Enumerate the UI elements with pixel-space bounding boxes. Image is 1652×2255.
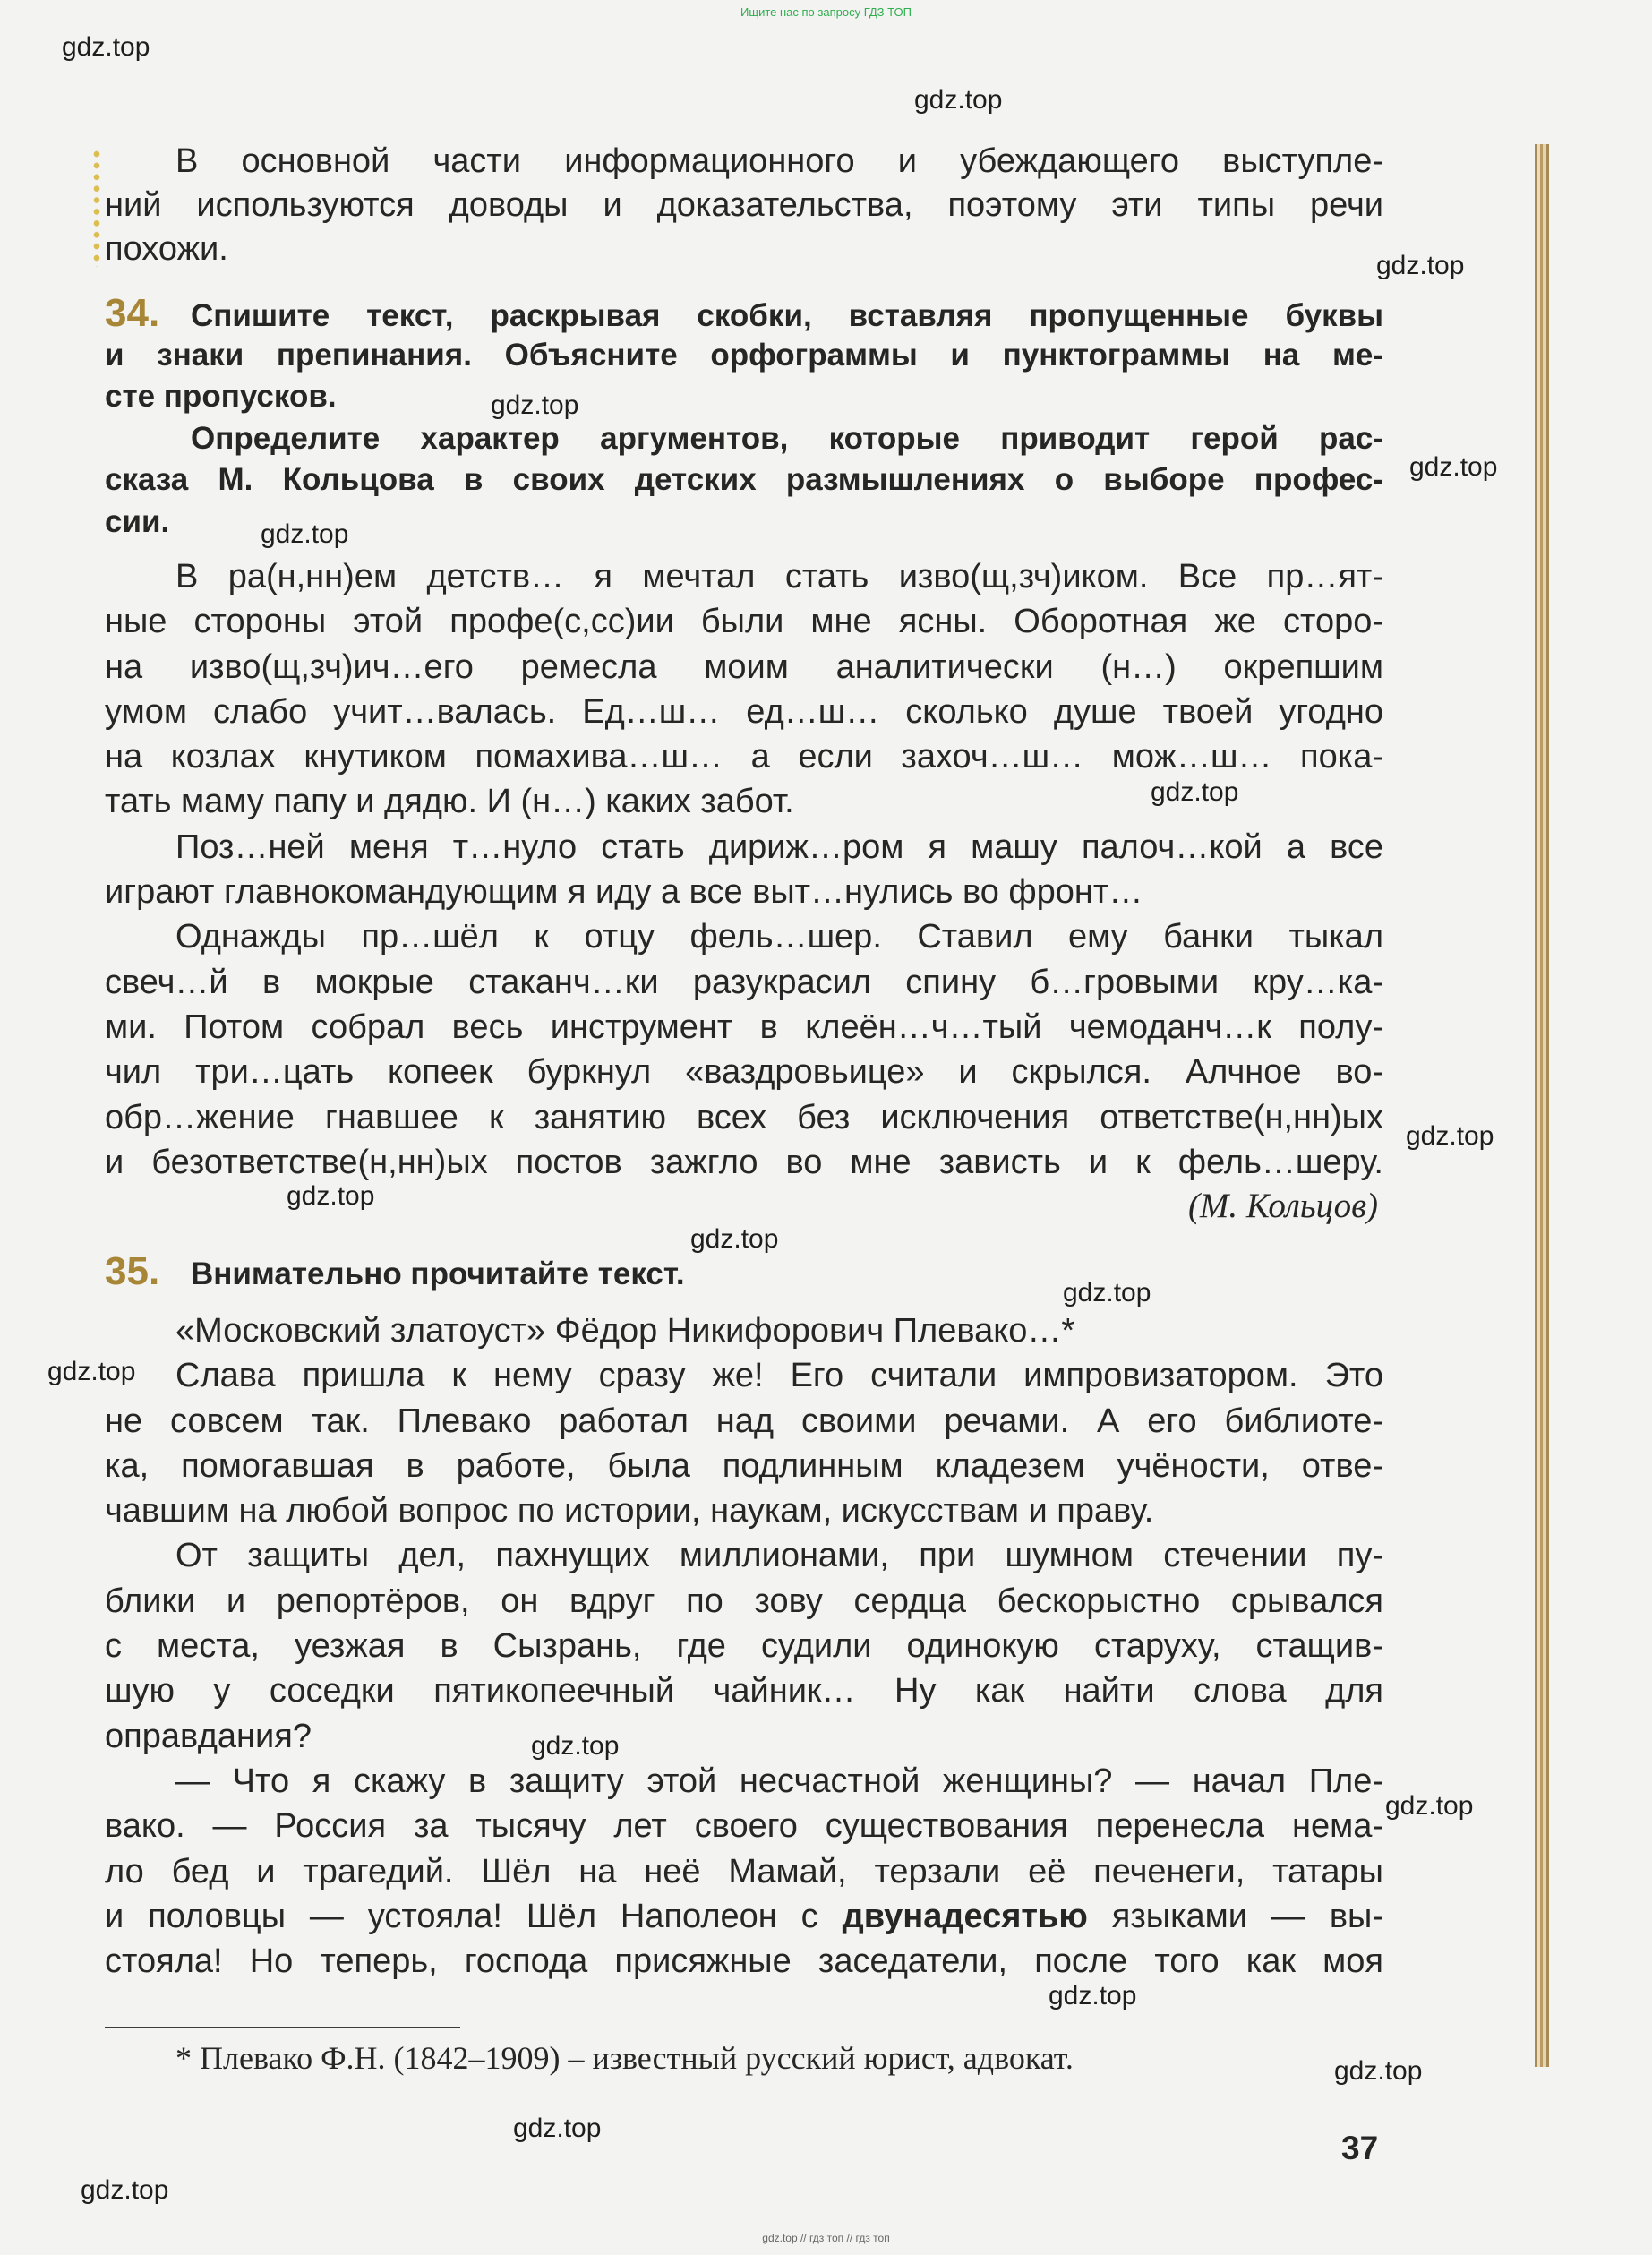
text-title: «Московский златоуст» Фёдор Никифорович Плевако…* <box>175 1312 1075 1350</box>
top-banner: Ищите нас по запросу ГДЗ ТОП <box>740 5 912 19</box>
watermark: gdz.top <box>1409 452 1498 482</box>
watermark: gdz.top <box>491 390 579 420</box>
note-paragraph <box>105 140 1383 271</box>
text-line <box>105 1894 1383 1939</box>
text-line: Однажды пр…шёл к отцу фель…шер. Ставил ему банки тыкал <box>175 918 1383 956</box>
text-line: Поз…ней меня т…нуло стать дириж…ром я машу палоч…кой а все <box>175 827 1383 866</box>
text-line: обр…жение гнавшее к занятию всех без исключения ответстве(н,нн)ых <box>105 1098 1383 1136</box>
text-line: вако. — Россия за тысячу лет своего существования перенесла нема- <box>105 1807 1383 1846</box>
text-line: свеч…й в мокрые стаканч…ки разукрасил спину б…гровыми кру…ка- <box>105 963 1383 1001</box>
text-segment: и половцы — устояла! Шёл Наполеон с <box>105 1897 843 1935</box>
text-line: похожи. <box>105 230 228 268</box>
exercise-number: 34. <box>105 291 160 335</box>
question-line: сказа М. Кольцова в своих детских размышлениях о выборе профес- <box>105 462 1383 497</box>
watermark: gdz.top <box>1385 1791 1474 1821</box>
watermark: gdz.top <box>1063 1278 1151 1308</box>
exercise-35-task <box>105 1251 1383 1292</box>
footer-banner: gdz.top // гдз топ // гдз топ <box>762 2232 890 2244</box>
text-line: тать маму папу и дядю. И (н…) каких забот. <box>105 783 794 821</box>
task-text: Спишите текст, раскрывая скобки, вставляя пропущенные буквы <box>191 298 1383 333</box>
source-attribution: (М. Кольцов) <box>1187 1187 1378 1226</box>
watermark: gdz.top <box>47 1357 136 1386</box>
watermark: gdz.top <box>690 1224 779 1254</box>
watermark: gdz.top <box>1151 777 1239 807</box>
text-line: оправдания? <box>105 1717 312 1755</box>
watermark: gdz.top <box>1406 1121 1494 1151</box>
text-line: играют главнокомандующим я иду а все выт…нулись во фронт… <box>105 873 1143 912</box>
exercise-34-text <box>105 554 1383 1228</box>
watermark: gdz.top <box>1334 2056 1423 2086</box>
footnote-divider <box>105 2027 460 2028</box>
text-line: От защиты дел, пахнущих миллионами, при шумном стечении пу- <box>175 1537 1383 1575</box>
text-line: шую у соседки пятикопеечный чайник… Ну как найти слова для <box>105 1672 1383 1711</box>
text-line: ми. Потом собрал весь инструмент в клеён…ч…тый чемоданч…к полу- <box>105 1007 1383 1046</box>
exercise-34-task <box>105 293 1383 543</box>
text-line: ные стороны этой профе(с,сс)ии были мне ясны. Оборотная же сторо- <box>105 603 1383 641</box>
footnote: * Плевако Ф.Н. (1842–1909) – известный русский юрист, адвокат. <box>175 2040 1074 2076</box>
question-line: сии. <box>105 503 170 539</box>
text-line: на изво(щ,зч)ич…его ремесла моим аналитически (н…) окрепшим <box>105 647 1383 686</box>
text-segment: языками — вы- <box>1087 1897 1383 1935</box>
note-dotted-bar <box>93 150 100 267</box>
text-line: В ра(н,нн)ем детств… я мечтал стать изво(щ,зч)иком. Все пр…ят- <box>175 558 1383 596</box>
text-line: и безответстве(н,нн)ых постов зажгло во мне зависть и к фель…шеру. <box>105 1143 1383 1181</box>
question-line: Определите характер аргументов, которые приводит герой рас- <box>191 420 1383 456</box>
exercise-35-text <box>105 1308 1383 1984</box>
watermark: gdz.top <box>914 85 1003 115</box>
task-line: и знаки препинания. Объясните орфограммы и пунктограммы на ме- <box>105 337 1383 373</box>
text-line: В основной части информационного и убеждающего выступле- <box>175 142 1383 180</box>
watermark: gdz.top <box>531 1731 620 1761</box>
text-line: ло бед и трагедий. Шёл на неё Мамай, терзали её печенеги, татары <box>105 1852 1383 1891</box>
text-line: не совсем так. Плевако работал над своими речами. А его библиоте- <box>105 1402 1383 1440</box>
watermark: gdz.top <box>81 2175 169 2205</box>
watermark: gdz.top <box>261 519 349 549</box>
page-border-decoration <box>1535 144 1549 2067</box>
watermark: gdz.top <box>62 32 150 62</box>
text-line: чавшим на любой вопрос по истории, наукам, искусствам и праву. <box>105 1492 1154 1530</box>
task-line: сте пропусков. <box>105 379 337 414</box>
task-line <box>105 293 1383 335</box>
watermark: gdz.top <box>287 1181 375 1211</box>
watermark: gdz.top <box>513 2114 602 2143</box>
text-line: на козлах кнутиком помахива…ш… а если захоч…ш… мож…ш… пока- <box>105 738 1383 776</box>
text-line: с места, уезжая в Сызрань, где судили одинокую старуху, стащив- <box>105 1627 1383 1666</box>
text-line: умом слабо учит…валась. Ед…ш… ед…ш… сколько душе твоей угодно <box>105 692 1383 731</box>
watermark: gdz.top <box>1376 251 1465 280</box>
page-number: 37 <box>1341 2130 1379 2166</box>
text-line: стояла! Но теперь, господа присяжные заседатели, после того как моя <box>105 1942 1383 1981</box>
task-line <box>105 1251 1383 1292</box>
text-line: Слава пришла к нему сразу же! Его считали импровизатором. Это <box>175 1357 1383 1395</box>
text-line: ка, помогавшая в работе, была подлинным кладезем учёности, отве- <box>105 1446 1383 1485</box>
watermark: gdz.top <box>1049 1981 1137 2011</box>
text-line: — Что я скажу в защиту этой несчастной женщины? — начал Пле- <box>175 1762 1383 1800</box>
text-line: блики и репортёров, он вдруг по зову сердца бескорыстно срывался <box>105 1582 1383 1620</box>
text-line: ний используются доводы и доказательства, поэтому эти типы речи <box>105 186 1383 224</box>
task-text: Внимательно прочитайте текст. <box>191 1256 685 1291</box>
exercise-number: 35. <box>105 1249 160 1293</box>
text-line: чил три…цать копеек буркнул «ваздровьице» и скрылся. Алчное во- <box>105 1053 1383 1092</box>
bold-word: двунадесятью <box>842 1897 1088 1935</box>
